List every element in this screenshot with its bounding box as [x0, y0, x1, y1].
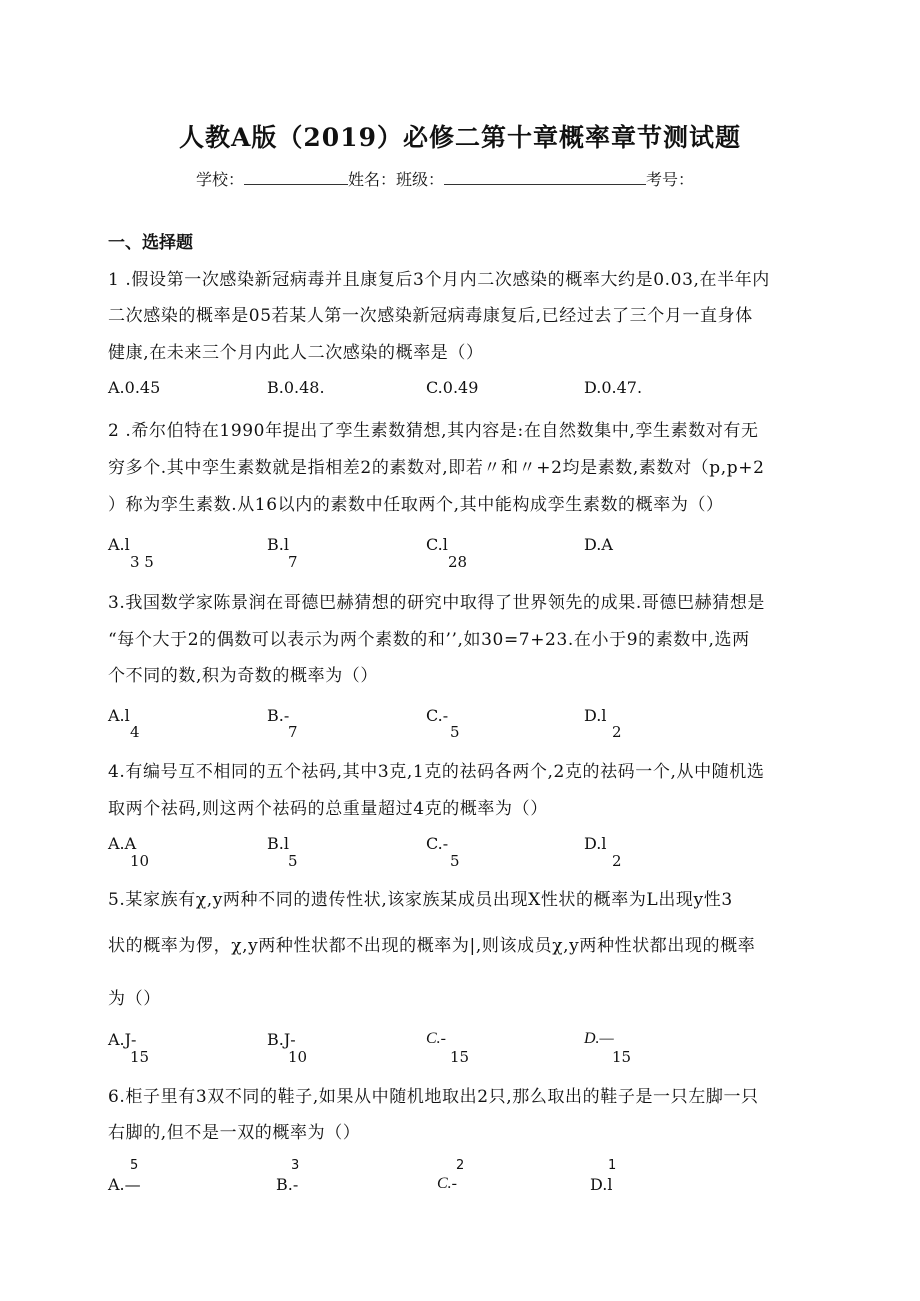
- question-line: 个不同的数,积为奇数的概率为（）: [108, 666, 379, 686]
- option-b-superscript: 3: [291, 1158, 300, 1173]
- class-blank[interactable]: [444, 170, 646, 185]
- option-c-denominator: 5: [450, 723, 460, 741]
- option-a-denominator: 15: [130, 1048, 150, 1066]
- option-d[interactable]: D.A: [584, 535, 613, 554]
- option-b-denominator: 7: [288, 553, 298, 571]
- option-c[interactable]: C.-: [426, 834, 449, 853]
- question-line: 4.有编号互不相同的五个祛码,其中3克,1克的祛码各两个,2克的祛码一个,从中随机选: [108, 762, 765, 782]
- question-line: 取两个祛码,则这两个祛码的总重量超过4克的概率为（）: [108, 799, 548, 819]
- option-a-denominator: 3 5: [130, 553, 154, 571]
- option-d[interactable]: D.l: [584, 706, 607, 725]
- option-c-denominator: 15: [450, 1048, 470, 1066]
- option-b[interactable]: B.l: [267, 535, 289, 554]
- question-line: 为（）: [108, 989, 161, 1009]
- option-a-superscript: 5: [130, 1158, 139, 1173]
- question-line: 3.我国数学家陈景润在哥德巴赫猜想的研究中取得了世界领先的成果.哥德巴赫猜想是: [108, 593, 766, 613]
- option-b[interactable]: B.-: [267, 706, 290, 725]
- option-d[interactable]: D.l: [584, 834, 607, 853]
- option-d[interactable]: D.0.47.: [584, 378, 643, 397]
- option-d-superscript: 1: [608, 1158, 617, 1173]
- option-c[interactable]: C.-: [426, 1030, 446, 1047]
- question-line: 健康,在未来三个月内此人二次感染的概率是（）: [108, 343, 484, 363]
- option-c[interactable]: C.l: [426, 535, 448, 554]
- option-a[interactable]: A.—: [108, 1175, 141, 1194]
- section-title: 一、选择题: [108, 233, 193, 253]
- option-a[interactable]: A.A: [108, 834, 137, 853]
- option-c[interactable]: C.-: [426, 706, 449, 725]
- option-b[interactable]: B.0.48.: [267, 378, 325, 397]
- question-line: 状的概率为㑩，χ,y两种性状都不出现的概率为|,则该成员χ,y两种性状都出现的概率: [108, 936, 756, 956]
- name-class-label: 姓名：班级：: [348, 170, 445, 189]
- option-d[interactable]: D.—: [584, 1030, 614, 1047]
- option-d-denominator: 15: [612, 1048, 632, 1066]
- option-b[interactable]: B.l: [267, 834, 289, 853]
- question-line: ）称为孪生素数.从16以内的素数中任取两个,其中能构成孪生素数的概率为（）: [108, 495, 724, 515]
- question-line: 2 .希尔伯特在1990年提出了孪生素数猜想,其内容是:在自然数集中,孪生素数对有无: [108, 421, 759, 441]
- option-d[interactable]: D.l: [590, 1175, 613, 1194]
- option-d-denominator: 2: [612, 852, 622, 870]
- option-b-denominator: 10: [288, 1048, 308, 1066]
- question-line: “每个大于2的偶数可以表示为两个素数的和’’,如30=7+23.在小于9的素数中,选两: [108, 630, 750, 650]
- question-line: 1 .假设第一次感染新冠病毒并且康复后3个月内二次感染的概率大约是0.03,在半年内: [108, 270, 770, 290]
- school-label: 学校：: [196, 170, 245, 189]
- option-a[interactable]: A.J-: [108, 1030, 137, 1049]
- question-line: 6.柜子里有3双不同的鞋子,如果从中随机地取出2只,那么取出的鞋子是一只左脚一只: [108, 1087, 759, 1107]
- option-b-denominator: 7: [288, 723, 298, 741]
- option-a[interactable]: A.l: [108, 535, 130, 554]
- option-b-denominator: 5: [288, 852, 298, 870]
- school-blank[interactable]: [244, 170, 348, 185]
- question-line: 二次感染的概率是05若某人第一次感染新冠病毒康复后,已经过去了三个月一直身体: [108, 306, 753, 326]
- question-line: 右脚的,但不是一双的概率为（）: [108, 1123, 361, 1143]
- question-line: 5.某家族有χ,y两种不同的遗传性状,该家族某成员出现X性状的概率为L出现y性3: [108, 890, 733, 910]
- option-c-superscript: 2: [456, 1158, 465, 1173]
- option-b[interactable]: B.J-: [267, 1030, 296, 1049]
- option-b[interactable]: B.-: [276, 1175, 299, 1194]
- exam-number-label: 考号：: [646, 170, 695, 189]
- option-a-denominator: 10: [130, 852, 150, 870]
- option-a-denominator: 4: [130, 723, 140, 741]
- option-c[interactable]: C.-: [437, 1175, 457, 1192]
- question-line: 穷多个.其中孪生素数就是指相差2的素数对,即若〃和〃+2均是素数,素数对（p,p+2: [108, 458, 765, 478]
- option-d-denominator: 2: [612, 723, 622, 741]
- option-a[interactable]: A.0.45: [108, 378, 161, 397]
- option-c-denominator: 5: [450, 852, 460, 870]
- option-c-denominator: 28: [448, 553, 468, 571]
- student-info-line: [196, 167, 694, 190]
- option-a[interactable]: A.l: [108, 706, 130, 725]
- page-title: 人教A版（2019）必修二第十章概率章节测试题: [179, 123, 741, 152]
- option-c[interactable]: C.0.49: [426, 378, 479, 397]
